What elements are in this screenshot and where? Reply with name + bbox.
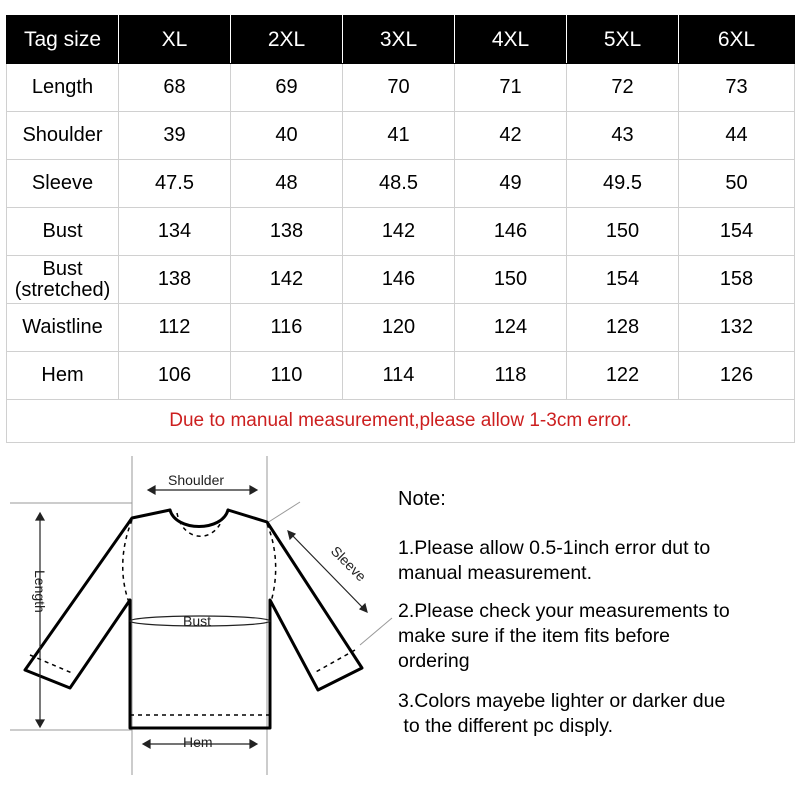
table-cell: 106 [119, 352, 231, 400]
header-cell: Tag size [7, 16, 119, 64]
note-item-3 [398, 689, 798, 739]
table-cell: 146 [343, 256, 455, 304]
table-body [7, 64, 795, 400]
table-cell: 124 [455, 304, 567, 352]
table-cell: 49.5 [567, 160, 679, 208]
table-row [7, 64, 795, 112]
note-line: to the different pc disply. [398, 715, 613, 737]
note-item-2 [398, 599, 798, 674]
row-label: Length [7, 64, 119, 112]
table-header-row [7, 16, 795, 64]
table-cell: 42 [455, 112, 567, 160]
sweater-measurement-diagram [0, 440, 400, 800]
table-cell: 40 [231, 112, 343, 160]
table-cell: 142 [231, 256, 343, 304]
hem-label: Hem [183, 734, 213, 750]
table-cell: 69 [231, 64, 343, 112]
table-cell: 44 [679, 112, 795, 160]
table-row [7, 112, 795, 160]
table-cell: 70 [343, 64, 455, 112]
size-chart-table [6, 15, 795, 443]
table-cell: 132 [679, 304, 795, 352]
row-label: Waistline [7, 304, 119, 352]
row-label: Bust [7, 208, 119, 256]
table-row [7, 208, 795, 256]
measurement-error-note: Due to manual measurement,please allow 1-3cm error. [7, 400, 795, 443]
row-label: Sleeve [7, 160, 119, 208]
table-cell: 138 [231, 208, 343, 256]
table-cell: 39 [119, 112, 231, 160]
header-cell: 4XL [455, 16, 567, 64]
table-cell: 72 [567, 64, 679, 112]
table-cell: 126 [679, 352, 795, 400]
table-cell: 50 [679, 160, 795, 208]
header-cell: 6XL [679, 16, 795, 64]
bust-label: Bust [183, 613, 212, 629]
length-label: Length [32, 570, 48, 613]
header-cell: XL [119, 16, 231, 64]
table-cell: 114 [343, 352, 455, 400]
table-row [7, 352, 795, 400]
table-cell: 112 [119, 304, 231, 352]
header-cell: 3XL [343, 16, 455, 64]
table-cell: 73 [679, 64, 795, 112]
table-cell: 116 [231, 304, 343, 352]
table-cell: 134 [119, 208, 231, 256]
table-cell: 128 [567, 304, 679, 352]
table-cell: 138 [119, 256, 231, 304]
row-label: Shoulder [7, 112, 119, 160]
note-item-1 [398, 536, 798, 586]
note-title: Note: [398, 488, 446, 510]
sleeve-label: Sleeve [327, 542, 370, 585]
table-cell: 43 [567, 112, 679, 160]
table-cell: 122 [567, 352, 679, 400]
note-line: ordering [398, 650, 470, 672]
note-line: make sure if the item fits before [398, 625, 671, 647]
table-cell: 120 [343, 304, 455, 352]
header-cell: 2XL [231, 16, 343, 64]
table-cell: 110 [231, 352, 343, 400]
row-label: Hem [7, 352, 119, 400]
table-row [7, 304, 795, 352]
table-cell: 158 [679, 256, 795, 304]
table-cell: 41 [343, 112, 455, 160]
table-cell: 118 [455, 352, 567, 400]
shoulder-label: Shoulder [168, 472, 225, 488]
table-cell: 154 [679, 208, 795, 256]
table-cell: 150 [455, 256, 567, 304]
table-footer-row [7, 400, 795, 443]
row-label: Bust (stretched) [7, 256, 119, 304]
table-row [7, 160, 795, 208]
table-cell: 142 [343, 208, 455, 256]
table-cell: 71 [455, 64, 567, 112]
table-cell: 150 [567, 208, 679, 256]
note-line: 3.Colors mayebe lighter or darker due [398, 690, 726, 712]
table-cell: 49 [455, 160, 567, 208]
table-cell: 48.5 [343, 160, 455, 208]
table-cell: 47.5 [119, 160, 231, 208]
table-cell: 68 [119, 64, 231, 112]
table-cell: 146 [455, 208, 567, 256]
note-line: manual measurement. [398, 562, 593, 584]
table-row [7, 256, 795, 304]
note-line: 1.Please allow 0.5-1inch error dut to [398, 537, 711, 559]
header-cell: 5XL [567, 16, 679, 64]
note-line: 2.Please check your measurements to [398, 600, 730, 622]
table-cell: 48 [231, 160, 343, 208]
table-cell: 154 [567, 256, 679, 304]
